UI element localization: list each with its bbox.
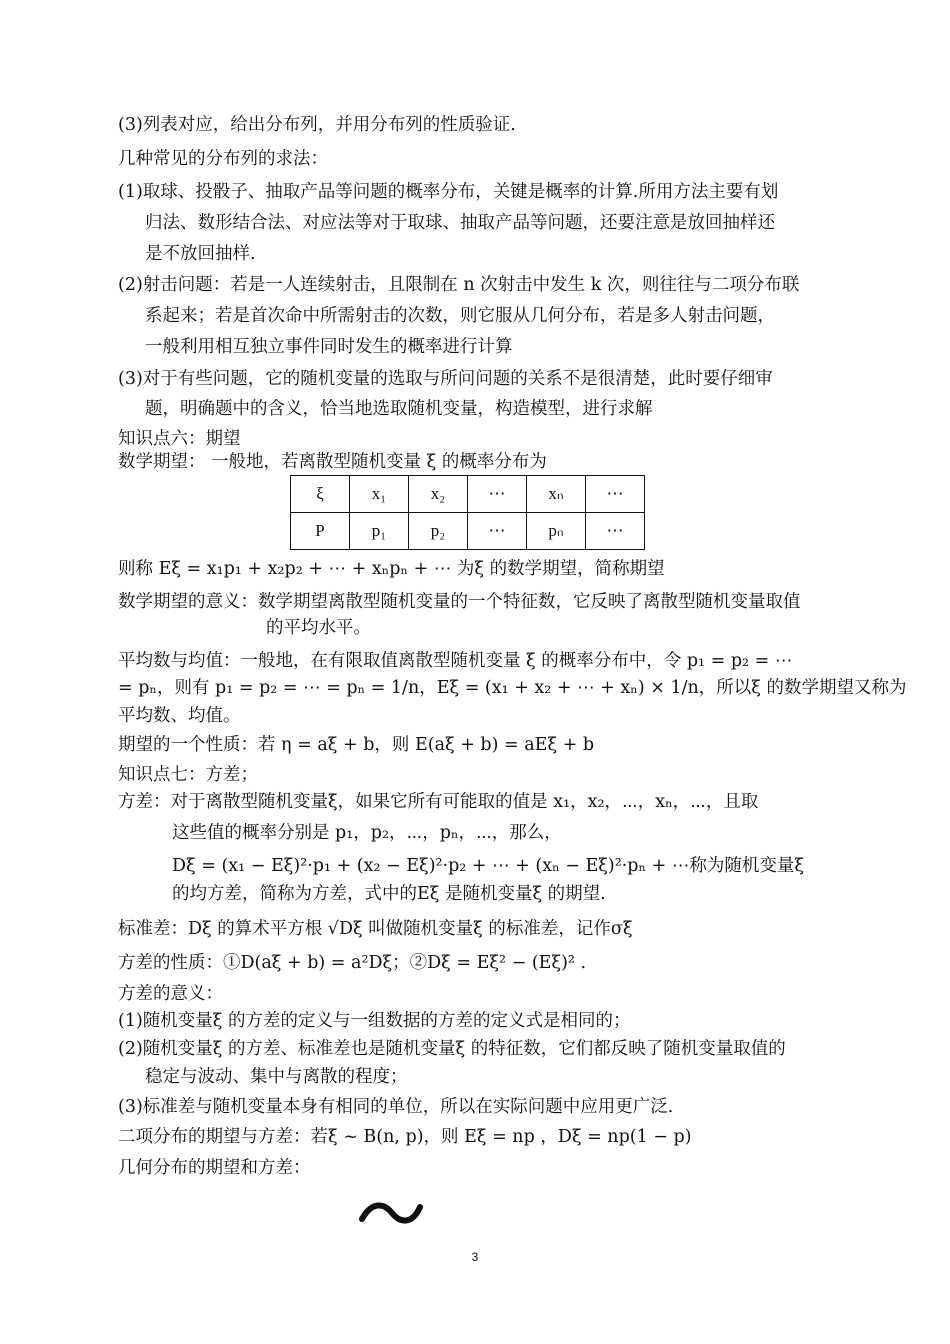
text-line: 方差：对于离散型随机变量ξ，如果它所有可能取的值是 x₁，x₂，⋯，xₙ，⋯，且取 <box>118 792 759 812</box>
table-cell: pₙ <box>527 513 586 550</box>
section-heading: 知识点六：期望 <box>118 429 241 449</box>
text-line: 稳定与波动、集中与离散的程度； <box>145 1067 408 1087</box>
text-line: (1)取球、投骰子、抽取产品等问题的概率分布，关键是概率的计算.所用方法主要有划 <box>118 182 779 202</box>
text-line: 系起来；若是首次命中所需射击的次数，则它服从几何分布，若是多人射击问题， <box>145 306 775 326</box>
formula-line: 期望的一个性质：若 η = aξ + b，则 E(aξ + b) = aEξ + b <box>118 735 595 755</box>
table-cell: ⋯ <box>586 476 645 513</box>
text-line: 标准差：Dξ 的算术平方根 √Dξ 叫做随机变量ξ 的标准差，记作σξ <box>118 919 633 939</box>
text-line: 几种常见的分布列的求法： <box>118 149 328 169</box>
text-line: 这些值的概率分别是 p₁，p₂，⋯，pₙ，⋯，那么， <box>172 823 562 843</box>
text-line: (3)对于有些问题，它的随机变量的选取与所问问题的关系不是很清楚，此时要仔细审 <box>118 369 773 389</box>
text-line: 方差的意义： <box>118 984 223 1004</box>
table-cell: ⋯ <box>468 513 527 550</box>
table-cell: ξ <box>291 476 350 513</box>
distribution-table <box>290 475 645 550</box>
table-cell: x₂ <box>409 476 468 513</box>
text-line: 平均数与均值：一般地，在有限取值离散型随机变量 ξ 的概率分布中，令 p₁ = p₂ = ⋯ <box>118 651 793 671</box>
text-line: 的平均水平。 <box>266 618 371 638</box>
section-heading: 知识点七：方差； <box>118 765 258 785</box>
tilde-symbol-icon <box>358 1195 424 1231</box>
text-line: (3)标准差与随机变量本身有相同的单位，所以在实际问题中应用更广泛. <box>118 1097 674 1117</box>
formula-line: 方差的性质：①D(aξ + b) = a²Dξ；②Dξ = Eξ² − (Eξ)² . <box>118 953 587 973</box>
table-cell: xₙ <box>527 476 586 513</box>
text-line: 归法、数形结合法、对应法等对于取球、抽取产品等问题，还要注意是放回抽样还 <box>145 213 775 233</box>
text-line: (2)随机变量ξ 的方差、标准差也是随机变量ξ 的特征数，它们都反映了随机变量取值的 <box>118 1039 786 1059</box>
table-cell: ⋯ <box>586 513 645 550</box>
table-row <box>291 513 645 550</box>
formula-line: 则称 Eξ = x₁p₁ + x₂p₂ + ⋯ + xₙpₙ + ⋯ 为ξ 的数学期望，简称期望 <box>118 559 665 579</box>
text-line: 数学期望： 一般地，若离散型随机变量 ξ 的概率分布为 <box>118 452 547 472</box>
table-cell: p₁ <box>350 513 409 550</box>
table-cell: P <box>291 513 350 550</box>
table-cell: x₁ <box>350 476 409 513</box>
text-line: (3)列表对应，给出分布列，并用分布列的性质验证. <box>118 115 516 135</box>
text-line: 一般利用相互独立事件同时发生的概率进行计算 <box>145 337 513 357</box>
text-line: 平均数、均值。 <box>118 706 241 726</box>
text-line: 是不放回抽样. <box>145 244 256 264</box>
formula-line: 二项分布的期望与方差：若ξ ~ B(n, p)，则 Eξ = np ，Dξ = np(1 − p) <box>118 1127 692 1147</box>
formula-line: = pₙ，则有 p₁ = p₂ = ⋯ = pₙ = 1/n，Eξ = (x₁ + x₂ + ⋯ + xₙ) × 1/n，所以ξ 的数学期望又称为 <box>118 678 907 698</box>
text-line: 数学期望的意义：数学期望离散型随机变量的一个特征数，它反映了离散型随机变量取值 <box>118 592 801 612</box>
text-line: 的均方差，简称为方差，式中的Eξ 是随机变量ξ 的期望. <box>172 884 606 904</box>
text-line: 题，明确题中的含义，恰当地选取随机变量，构造模型，进行求解 <box>145 399 653 419</box>
table-cell: ⋯ <box>468 476 527 513</box>
table-cell: p₂ <box>409 513 468 550</box>
table-row <box>291 476 645 513</box>
text-line: (1)随机变量ξ 的方差的定义与一组数据的方差的定义式是相同的； <box>118 1011 631 1031</box>
text-line: (2)射击问题：若是一人连续射击，且限制在 n 次射击中发生 k 次，则往往与二项分布联 <box>118 275 800 295</box>
formula-line: Dξ = (x₁ − Eξ)²·p₁ + (x₂ − Eξ)²·p₂ + ⋯ + (xₙ − Eξ)²·pₙ + ⋯称为随机变量ξ <box>172 856 804 876</box>
text-line: 几何分布的期望和方差： <box>118 1158 311 1178</box>
page-number: 3 <box>471 1250 479 1264</box>
